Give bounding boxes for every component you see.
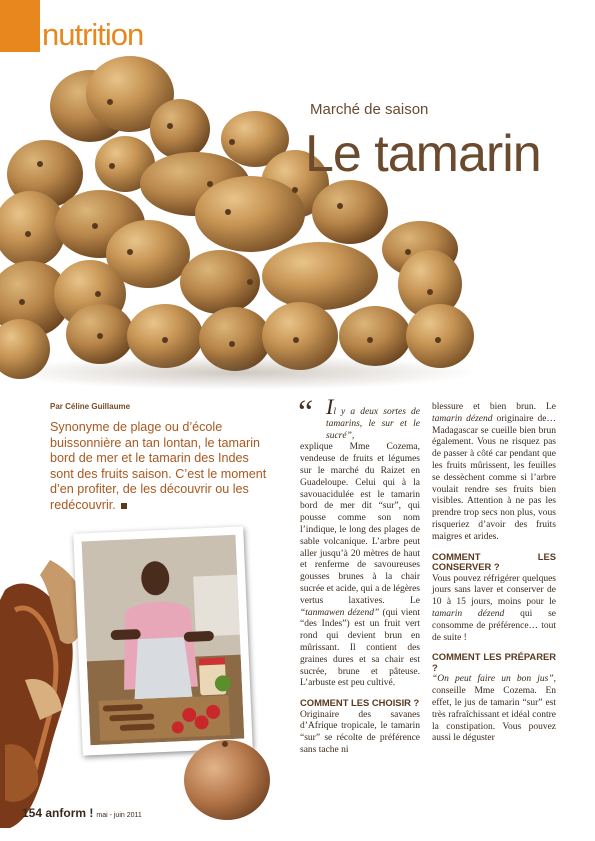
intro-paragraph [300,394,421,690]
conserver-italic: tamarin dézend [432,608,505,619]
issue-date: mai - juin 2011 [96,812,142,819]
conserver-text-b: qui se consomme de préférence… tout de suite ! [432,608,556,643]
intro-end: (qui vient “des Indes”) est un fruit vert rond qui devient brun en mûrissant. Il contient des graines dures et sa chair est sucrée, brune et pâteuse. L’arbuste est peu cultivé. [300,607,420,689]
preparer-text: conseille Mme Cozema. En effet, le jus de tamarin “sur” est très rafraîchissant et idéal contre la constipation. Vous pouvez aussi le déguster [432,686,556,744]
paragraph-choisir: Originaire des savanes d’Afrique tropicale, le tamarin “sur” se récolte de préférence sans tache ni [300,709,420,756]
hero-shadow [0,355,480,390]
section-label: nutrition [42,17,144,52]
lead-paragraph [50,420,272,514]
preparer-italic: “On peut faire un bon jus”, [432,674,556,685]
paragraph-col3 [432,402,556,544]
conserver-text-a: Vous pouvez réfrigérer quelques jours sans laver et conserver de 10 à 15 jours, moins pour le [432,573,556,608]
intro-indent [326,394,420,442]
heading-conserver: COMMENT LES CONSERVER ? [432,550,556,573]
paragraph-conserver [432,574,556,645]
magazine-brand: anform ! [45,806,94,820]
quote-mark: “ [298,394,314,431]
paragraph-preparer [432,674,556,745]
drop-letter: I [326,394,334,419]
intro-italic: l y a deux sortes de tamarins, le sur et le sucré”, [326,407,420,441]
author-byline: Par Céline Guillaume [50,402,131,411]
article-column-3 [432,402,556,745]
tamarind-pods-photo [0,44,595,394]
article-column-2 [300,394,421,757]
intro-rest: explique Mme Cozema, vendeuse de fruits et légumes sur le marché du Raizet en Guadeloupe. Celui qui à la savouacidulée est le tamarin bord de mer dit “sur”, qui pousse comme son nom l’indique, le long des plages de sable volcanique. L’arbre peut aller jusqu’à 20 mètres de haut et renferme de savoureuses gousses brunes à la chair sucrée et acide, qui a de légères vertus laxatives. Le [300,442,421,606]
col3-text-a: blessure et bien brun. Le [432,402,556,412]
end-mark [121,503,127,509]
page-number: 154 [22,806,43,820]
tanmawen-dezend: “tanmawen dézend” [300,607,380,618]
lead-text: Synonyme de plage ou d’école buissonnière an tan lontan, le tamarin bord de mer et le tamarin des Indes sont des fruits saison. C’est le moment d’en profiter, de les découvrir ou les redécouvrir. [50,420,267,512]
col3-italic: tamarin dézend [432,413,493,424]
vendor-photo [82,535,245,746]
vendor-illustration [82,535,245,746]
article-title: Le tamarin [305,125,541,183]
col3-text-rest: originaire de… Madagascar se cueille bien brun également. Vous ne risquez pas de passer à côté car pendant que les fruits mûrissent, les feuilles se dessèchent comme si l’arbre voulait rendre ses fruits bien visibles. Attention à ne pas les prendre trop secs non plus, vous risqueriez d’avoir des fruits maigres et arides. [432,413,556,542]
round-tamarind-fruit [180,730,275,825]
heading-preparer: COMMENT LES PRÉPARER ? [432,651,556,673]
vendor-photo-frame [73,526,253,755]
heading-choisir: COMMENT LES CHOISIR ? [300,697,420,709]
article-kicker: Marché de saison [310,101,429,118]
page-footer [22,806,142,820]
